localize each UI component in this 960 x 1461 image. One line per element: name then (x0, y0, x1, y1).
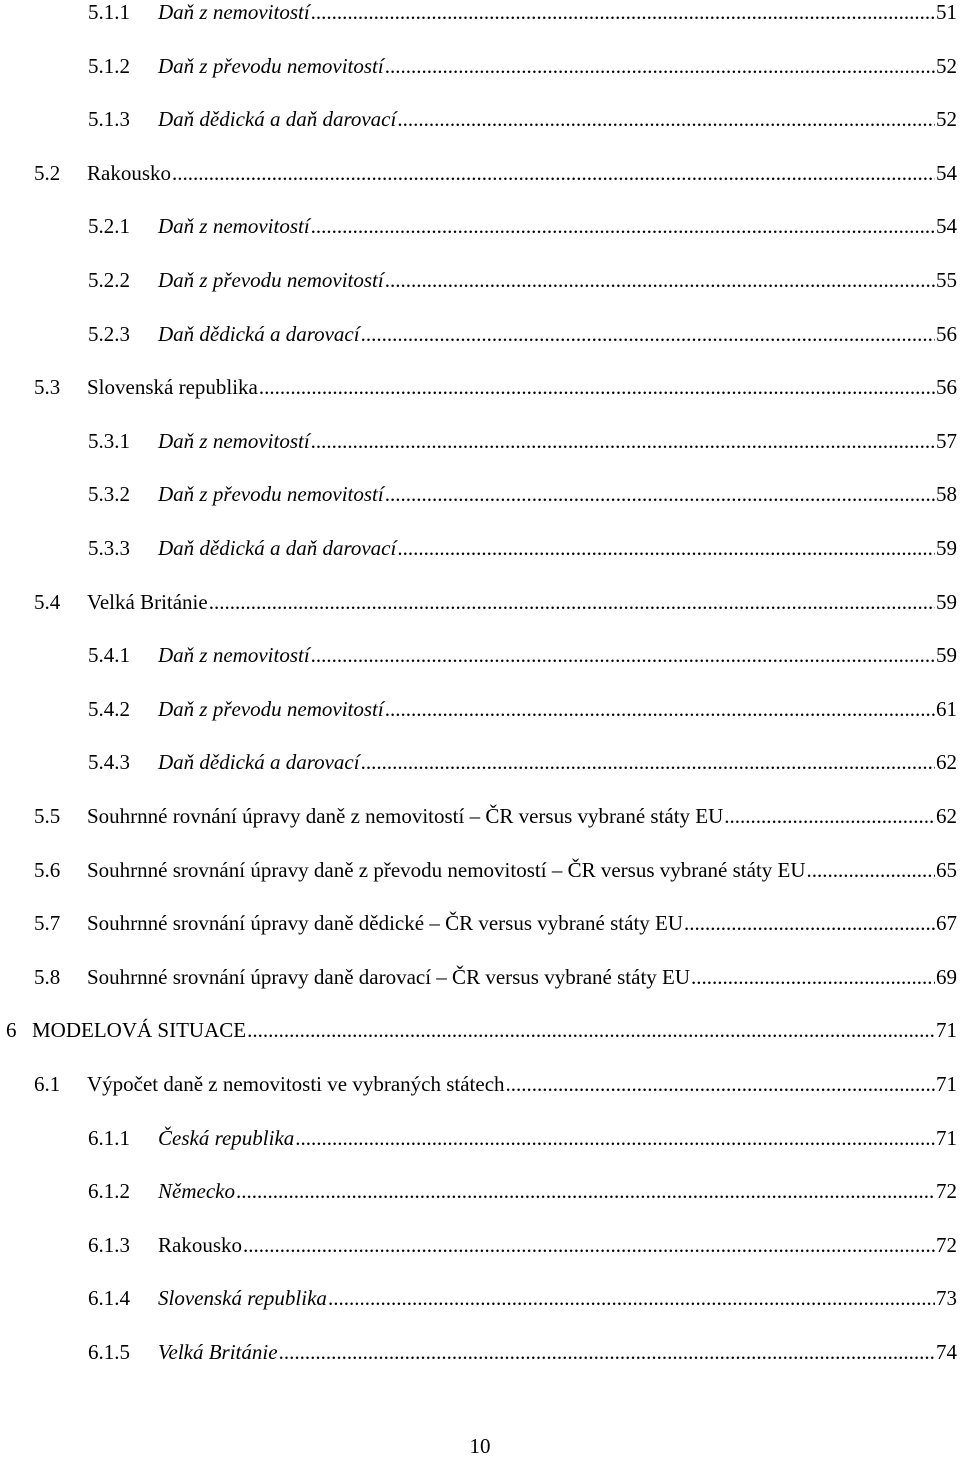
toc-entry-title: Daň z převodu nemovitostí (158, 482, 384, 507)
toc-entry-title: Slovenská republika (158, 1286, 327, 1311)
toc-entry[interactable] (88, 1123, 957, 1153)
toc-dot-leader (311, 426, 935, 456)
toc-entry-number: 5.4.1 (88, 643, 130, 668)
toc-entry-title: Výpočet daně z nemovitosti ve vybraných státech (87, 1072, 505, 1096)
toc-entry-number: 5.7 (34, 911, 61, 936)
toc-entry[interactable] (6, 1015, 957, 1045)
toc-entry-title: Daň z nemovitostí (158, 428, 310, 453)
toc-entry[interactable] (34, 158, 957, 188)
toc-entry-title: Daň z nemovitostí (158, 643, 310, 668)
toc-dot-leader (724, 801, 935, 831)
toc-entry-title: Daň z nemovitostí (158, 0, 310, 24)
toc-dot-leader (311, 211, 935, 241)
toc-entry[interactable] (88, 265, 957, 295)
toc-entry-page: 52 (936, 107, 957, 132)
toc-entry-page: 61 (936, 696, 957, 721)
toc-entry-page: 73 (936, 1286, 957, 1311)
toc-entry-title: Daň dědická a daň darovací (158, 536, 397, 560)
toc-entry-page: 52 (936, 53, 957, 78)
toc-dot-leader (279, 1337, 935, 1367)
toc-entry-page: 56 (936, 321, 957, 346)
toc-entry-page: 62 (936, 804, 957, 828)
toc-entry-title: Německo (158, 1179, 235, 1204)
toc-entry-number: 5.4 (34, 589, 61, 614)
toc-entry-number: 5.2 (34, 160, 61, 185)
toc-entry-page: 57 (936, 428, 957, 453)
toc-entry[interactable] (34, 372, 957, 402)
toc-entry-number: 5.4.2 (88, 696, 130, 721)
toc-dot-leader (259, 372, 935, 402)
toc-dot-leader (385, 51, 935, 81)
toc-entry[interactable] (34, 587, 957, 617)
toc-entry-page: 74 (936, 1340, 957, 1364)
toc-entry-number: 5.3.3 (88, 536, 130, 560)
toc-entry-number: 5.2.2 (88, 268, 130, 292)
toc-entry-page: 65 (936, 857, 957, 882)
toc-entry-title: Daň dědická a darovací (158, 321, 360, 346)
toc-entry[interactable] (88, 747, 957, 777)
toc-entry[interactable] (88, 479, 957, 509)
toc-dot-leader (397, 104, 935, 134)
page-number: 10 (469, 1434, 491, 1458)
toc-dot-leader (691, 962, 935, 992)
toc-entry-number: 5.2.3 (88, 321, 130, 346)
toc-entry-title: Rakousko (158, 1232, 242, 1257)
toc-entry-page: 51 (936, 0, 957, 24)
toc-entry[interactable] (34, 908, 957, 938)
toc-entry-page: 71 (936, 1018, 957, 1043)
toc-entry-page: 72 (936, 1179, 957, 1204)
toc-entry[interactable] (88, 1283, 957, 1313)
toc-entry[interactable] (88, 104, 957, 134)
toc-entry-page: 71 (936, 1125, 957, 1150)
toc-dot-leader (247, 1015, 935, 1045)
toc-entry[interactable] (88, 426, 957, 456)
toc-dot-leader (385, 479, 935, 509)
toc-dot-leader (172, 158, 935, 188)
toc-entry-title: Česká republika (158, 1125, 295, 1150)
toc-dot-leader (311, 0, 935, 27)
toc-dot-leader (328, 1283, 935, 1313)
toc-entry-number: 5.6 (34, 857, 61, 882)
toc-dot-leader (236, 1176, 935, 1206)
toc-dot-leader (684, 908, 935, 938)
toc-entry[interactable] (88, 694, 957, 724)
toc-entry-title: Souhrnné srovnání úpravy daně darovací – ČR versus vybrané státy EU (87, 964, 691, 989)
toc-entry-title: Souhrnné srovnání úpravy daně z převodu nemovitostí – ČR versus vybrané státy EU (87, 857, 806, 882)
toc-entry[interactable] (34, 1069, 957, 1099)
toc-entry[interactable] (88, 1337, 957, 1367)
toc-entry-number: 5.4.3 (88, 750, 130, 775)
toc-entry-title: Daň dědická a darovací (158, 750, 360, 775)
toc-dot-leader (506, 1069, 935, 1099)
toc-entry-number: 5.3.1 (88, 428, 130, 453)
toc-entry-title: Daň dědická a daň darovací (158, 107, 397, 132)
toc-dot-leader (361, 747, 935, 777)
toc-entry-title: Souhrnné rovnání úpravy daně z nemovitostí – ČR versus vybrané státy EU (87, 804, 724, 828)
toc-entry-page: 54 (936, 160, 957, 185)
toc-entry-page: 59 (936, 589, 957, 614)
toc-entry[interactable] (34, 855, 957, 885)
toc-dot-leader (243, 1230, 935, 1260)
toc-entry[interactable] (88, 640, 957, 670)
toc-dot-leader (397, 533, 935, 563)
toc-entry-number: 6.1.3 (88, 1232, 130, 1257)
toc-entry-title: Velká Británie (87, 589, 208, 614)
toc-entry[interactable] (88, 0, 957, 27)
toc-entry-number: 6.1.4 (88, 1286, 130, 1311)
toc-entry-number: 5.1.1 (88, 0, 130, 24)
toc-entry-number: 6.1.2 (88, 1179, 130, 1204)
toc-entry-page: 56 (936, 375, 957, 400)
toc-entry-page: 71 (936, 1072, 957, 1096)
toc-dot-leader (385, 694, 935, 724)
toc-dot-leader (807, 855, 935, 885)
toc-entry-title: Velká Británie (158, 1340, 278, 1364)
toc-entry-title: Daň z převodu nemovitostí (158, 696, 384, 721)
toc-entry-page: 54 (936, 214, 957, 239)
toc-entry[interactable] (88, 211, 957, 241)
toc-dot-leader (311, 640, 935, 670)
toc-entry-title: Daň z převodu nemovitostí (158, 268, 384, 292)
toc-entry-number: 5.1.2 (88, 53, 130, 78)
toc-entry-number: 5.3 (34, 375, 61, 400)
toc-entry-title: Daň z nemovitostí (158, 214, 310, 239)
toc-entry-number: 5.3.2 (88, 482, 130, 507)
toc-entry-number: 5.8 (34, 964, 61, 989)
toc-entry-title: Souhrnné srovnání úpravy daně dědické – ČR versus vybrané státy EU (87, 911, 684, 936)
toc-entry-number: 6.1 (34, 1072, 61, 1096)
toc-entry-title: MODELOVÁ SITUACE (32, 1018, 247, 1043)
toc-entry-page: 59 (936, 536, 957, 560)
toc-entry[interactable] (88, 1176, 957, 1206)
toc-entry[interactable] (34, 801, 957, 831)
toc-entry-page: 59 (936, 643, 957, 668)
toc-entry[interactable] (88, 51, 957, 81)
toc-entry-number: 6.1.1 (88, 1125, 130, 1150)
toc-dot-leader (295, 1123, 935, 1153)
toc-entry-number: 5.2.1 (88, 214, 130, 239)
toc-dot-leader (209, 587, 935, 617)
toc-dot-leader (385, 265, 935, 295)
toc-entry-page: 62 (936, 750, 957, 775)
toc-entry-page: 55 (936, 268, 957, 292)
toc-entry-number: 6.1.5 (88, 1340, 130, 1364)
toc-entry[interactable] (88, 1230, 957, 1260)
toc-entry-page: 69 (936, 964, 957, 989)
toc-entry-title: Rakousko (87, 160, 171, 185)
toc-entry-title: Daň z převodu nemovitostí (158, 53, 384, 78)
toc-entry[interactable] (34, 962, 957, 992)
toc-entry-page: 67 (936, 911, 957, 936)
toc-entry-number: 6 (6, 1018, 17, 1043)
toc-entry-page: 72 (936, 1232, 957, 1257)
toc-entry-page: 58 (936, 482, 957, 507)
toc-entry[interactable] (88, 319, 957, 349)
toc-entry[interactable] (88, 533, 957, 563)
toc-entry-number: 5.5 (34, 804, 61, 828)
toc-entry-title: Slovenská republika (87, 375, 258, 400)
toc-entry-number: 5.1.3 (88, 107, 130, 132)
toc-dot-leader (361, 319, 935, 349)
